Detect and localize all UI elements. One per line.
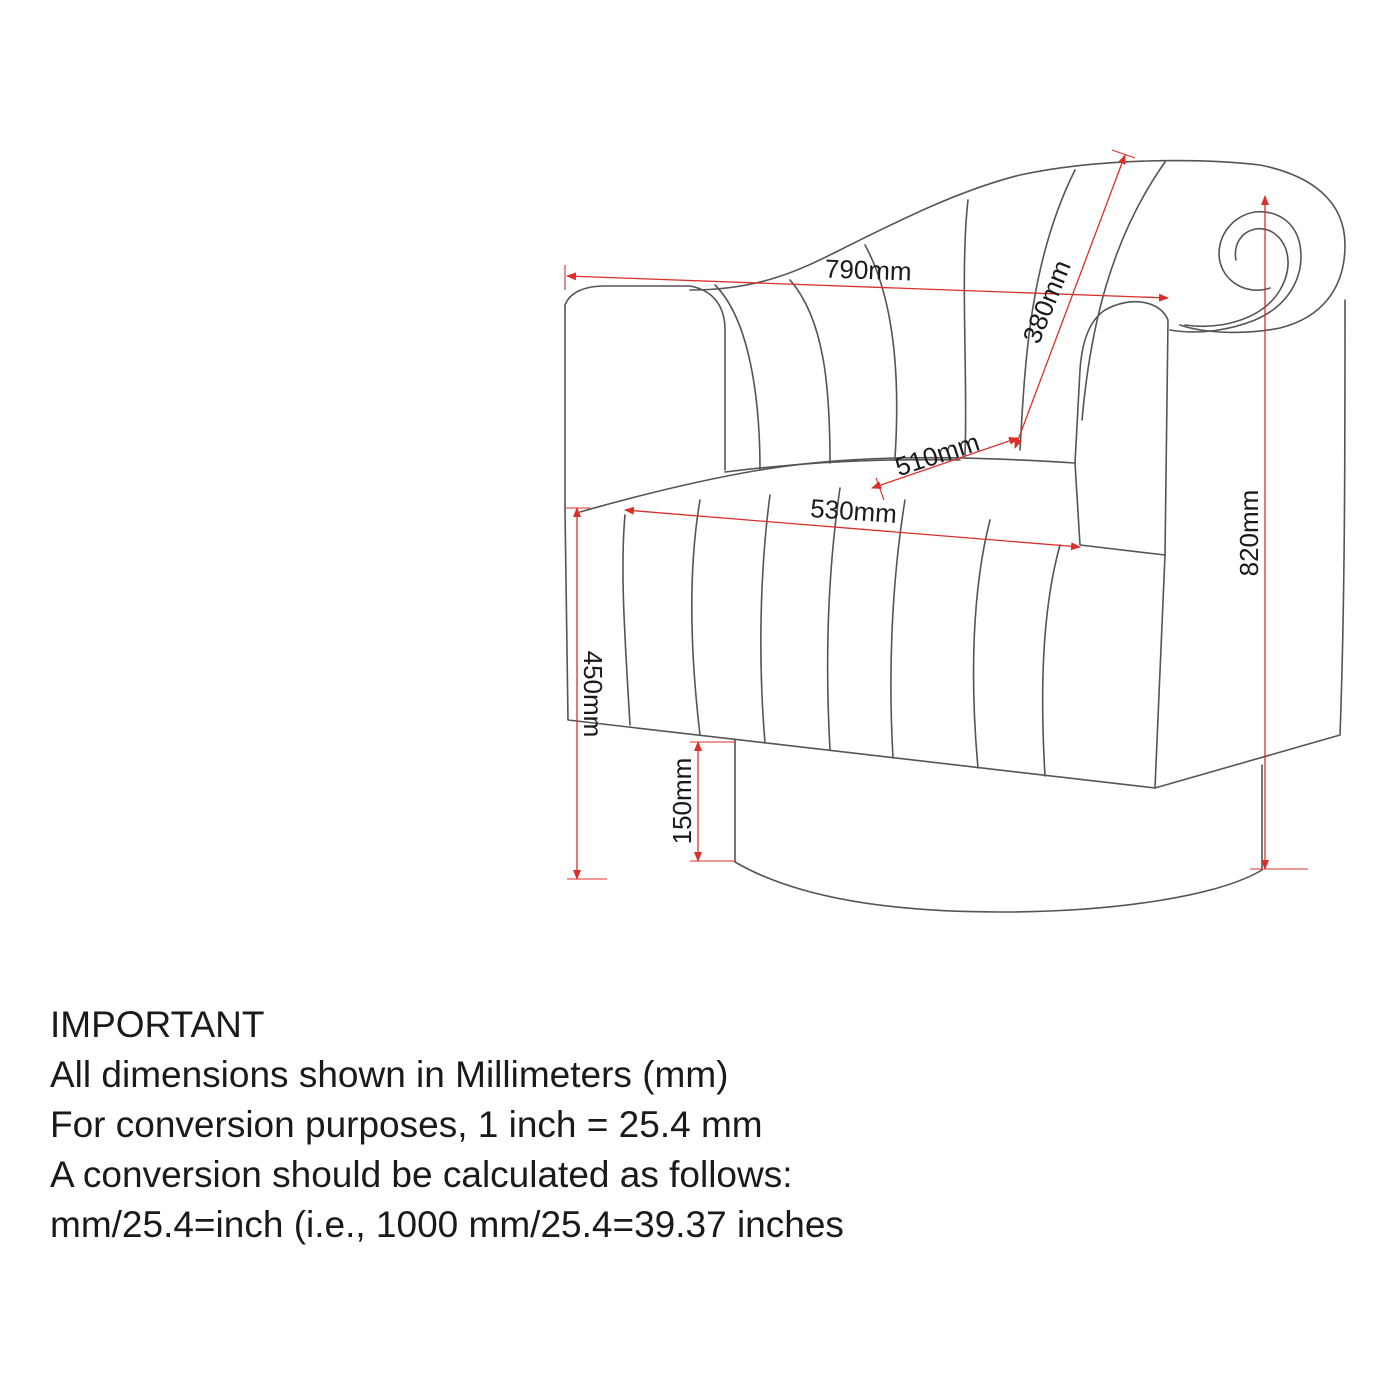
conversion-notes: [50, 1000, 1050, 1250]
right-arm-outline: [1075, 302, 1168, 555]
dimension-labels: [578, 254, 1264, 845]
label-seat-height: 450mm: [578, 650, 608, 738]
label-overall-height: 820mm: [1234, 489, 1264, 577]
channel-line: [1043, 545, 1060, 776]
label-base-height: 150mm: [667, 757, 697, 845]
notes-line: mm/25.4=inch (i.e., 1000 mm/25.4=39.37 inches: [50, 1204, 844, 1245]
channel-line: [623, 515, 630, 725]
left-arm-outline: [565, 286, 725, 510]
arm-scroll-curl: [1170, 212, 1301, 332]
label-back-height: 380mm: [1016, 255, 1077, 348]
label-seat-width: 530mm: [809, 493, 898, 530]
channel-line: [761, 495, 770, 743]
back-channel-line: [964, 200, 968, 455]
backrest-top-outline: [690, 161, 1345, 333]
back-channel-line: [790, 280, 830, 463]
body-front-outline: [565, 300, 1345, 788]
swivel-base-outline: [735, 740, 1262, 912]
channel-line: [891, 500, 905, 758]
arm-scroll-curl-inner: [1185, 229, 1288, 327]
notes-line: For conversion purposes, 1 inch = 25.4 mm: [50, 1104, 763, 1145]
channel-line: [692, 500, 700, 735]
body-right-corner: [1155, 555, 1165, 788]
notes-line: A conversion should be calculated as follows:: [50, 1154, 793, 1195]
notes-heading: IMPORTANT: [50, 1004, 265, 1045]
label-overall-width: 790mm: [824, 253, 913, 287]
notes-line: All dimensions shown in Millimeters (mm): [50, 1054, 729, 1095]
channel-line: [974, 520, 990, 768]
dim-extension: [1112, 150, 1135, 158]
label-seat-depth: 510mm: [891, 426, 984, 483]
back-channel-line: [1082, 162, 1165, 420]
